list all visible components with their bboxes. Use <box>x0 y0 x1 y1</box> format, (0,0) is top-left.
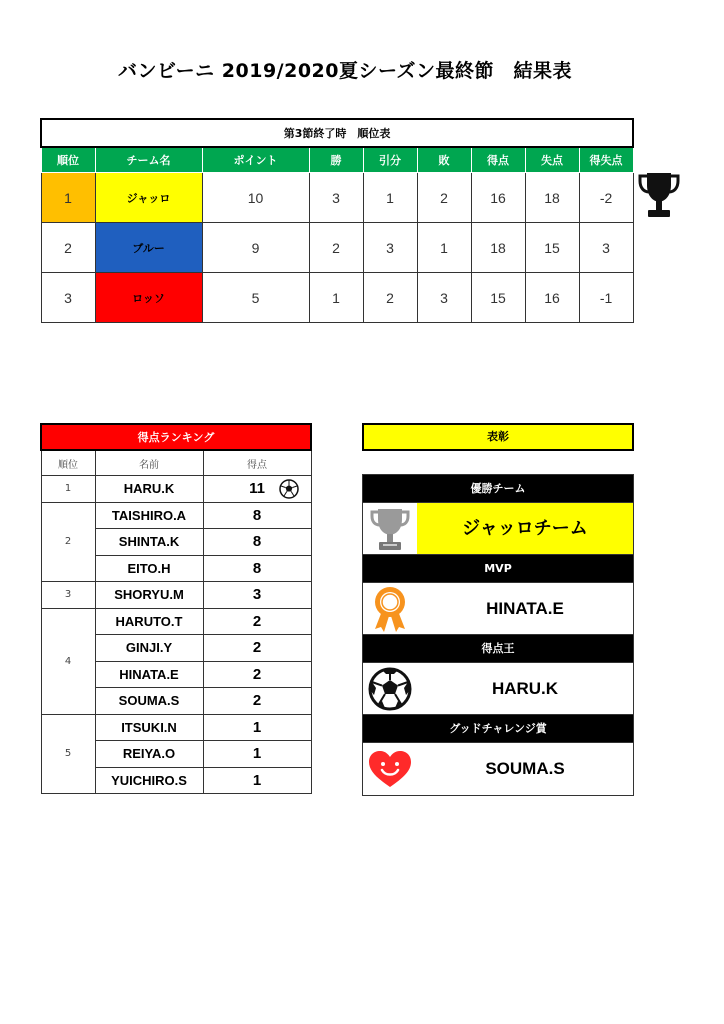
table-row <box>41 273 633 323</box>
goals-cell: 2 <box>203 661 311 688</box>
rank-cell: 4 <box>41 608 95 714</box>
loss-cell: 2 <box>417 173 471 223</box>
trophy-icon <box>363 503 417 555</box>
awards-caption: 表彰 <box>362 423 634 451</box>
award-top-scorer <box>362 634 634 716</box>
goals-against-cell: 16 <box>525 273 579 323</box>
header-rank: 順位 <box>41 450 95 476</box>
player-name: YUICHIRO.S <box>95 767 203 794</box>
table-row <box>41 173 633 223</box>
header-team: チーム名 <box>95 147 202 173</box>
player-name: ITSUKI.N <box>95 714 203 741</box>
points-cell: 10 <box>202 173 309 223</box>
rank-cell: 2 <box>41 502 95 582</box>
rank-cell: 3 <box>41 582 95 609</box>
award-value: HARU.K <box>491 679 559 698</box>
player-name: TAISHIRO.A <box>95 502 203 529</box>
goals-cell: 2 <box>203 688 311 715</box>
table-row <box>41 502 311 529</box>
standings-header-row <box>41 147 633 173</box>
award-label: 優勝チーム <box>363 475 633 502</box>
goal-diff-cell: 3 <box>579 223 633 273</box>
table-row <box>41 223 633 273</box>
goals-cell <box>203 476 311 503</box>
table-row <box>41 714 311 741</box>
soccer-ball-icon <box>363 663 417 715</box>
goals-for-cell: 16 <box>471 173 525 223</box>
player-name: SHORYU.M <box>95 582 203 609</box>
heart-smile-icon <box>363 743 417 795</box>
points-cell: 9 <box>202 223 309 273</box>
medal-icon <box>363 583 417 635</box>
rank-cell: 1 <box>41 476 95 503</box>
team-cell: ロッソ <box>95 273 202 323</box>
goals-cell: 3 <box>203 582 311 609</box>
table-row <box>41 582 311 609</box>
award-label: MVP <box>363 555 633 582</box>
goals-cell: 1 <box>203 741 311 768</box>
header-goals-against: 失点 <box>525 147 579 173</box>
goals-cell: 1 <box>203 714 311 741</box>
draw-cell: 1 <box>363 173 417 223</box>
team-cell: ジャッロ <box>95 173 202 223</box>
player-name: SHINTA.K <box>95 529 203 556</box>
scorers-table <box>40 423 312 794</box>
award-label: グッドチャレンジ賞 <box>363 715 633 742</box>
award-label: 得点王 <box>363 635 633 662</box>
header-loss: 敗 <box>417 147 471 173</box>
award-value: HINATA.E <box>486 599 564 618</box>
player-name: EITO.H <box>95 555 203 582</box>
goals-cell: 2 <box>203 635 311 662</box>
goals-against-cell: 15 <box>525 223 579 273</box>
win-cell: 2 <box>309 223 363 273</box>
standings-table <box>40 118 634 323</box>
award-value: SOUMA.S <box>485 759 565 778</box>
goals-cell: 8 <box>203 502 311 529</box>
rank-cell: 2 <box>41 223 95 273</box>
player-name: GINJI.Y <box>95 635 203 662</box>
header-goal-diff: 得失点 <box>579 147 633 173</box>
rank-cell: 1 <box>41 173 95 223</box>
scorers-header-row <box>41 450 311 476</box>
header-points: ポイント <box>202 147 309 173</box>
page-title: バンビーニ 2019/2020夏シーズン最終節 結果表 <box>117 60 573 82</box>
header-rank: 順位 <box>41 147 95 173</box>
scorers-caption: 得点ランキング <box>41 424 311 450</box>
goals-value: 11 <box>249 480 265 498</box>
player-name: REIYA.O <box>95 741 203 768</box>
player-name: HARUTO.T <box>95 608 203 635</box>
rank-cell: 5 <box>41 714 95 794</box>
goal-diff-cell: -2 <box>579 173 633 223</box>
header-goals: 得点 <box>203 450 311 476</box>
standings-caption: 第3節終了時 順位表 <box>41 119 633 147</box>
goals-cell: 8 <box>203 529 311 556</box>
goals-cell: 2 <box>203 608 311 635</box>
rank-cell: 3 <box>41 273 95 323</box>
goal-diff-cell: -1 <box>579 273 633 323</box>
loss-cell: 1 <box>417 223 471 273</box>
header-name: 名前 <box>95 450 203 476</box>
award-good-challenge <box>362 714 634 796</box>
soccer-ball-icon <box>279 479 299 499</box>
player-name: SOUMA.S <box>95 688 203 715</box>
header-draw: 引分 <box>363 147 417 173</box>
goals-cell: 1 <box>203 767 311 794</box>
points-cell: 5 <box>202 273 309 323</box>
win-cell: 3 <box>309 173 363 223</box>
trophy-icon <box>638 170 680 220</box>
award-winner-team <box>362 474 634 556</box>
header-goals-for: 得点 <box>471 147 525 173</box>
player-name: HINATA.E <box>95 661 203 688</box>
award-mvp <box>362 554 634 636</box>
player-name: HARU.K <box>95 476 203 503</box>
team-cell: ブルー <box>95 223 202 273</box>
goals-for-cell: 18 <box>471 223 525 273</box>
win-cell: 1 <box>309 273 363 323</box>
table-row <box>41 476 311 503</box>
table-row <box>41 608 311 635</box>
goals-against-cell: 18 <box>525 173 579 223</box>
draw-cell: 2 <box>363 273 417 323</box>
header-win: 勝 <box>309 147 363 173</box>
loss-cell: 3 <box>417 273 471 323</box>
award-value: ジャッロチーム <box>417 503 633 555</box>
draw-cell: 3 <box>363 223 417 273</box>
goals-for-cell: 15 <box>471 273 525 323</box>
goals-cell: 8 <box>203 555 311 582</box>
